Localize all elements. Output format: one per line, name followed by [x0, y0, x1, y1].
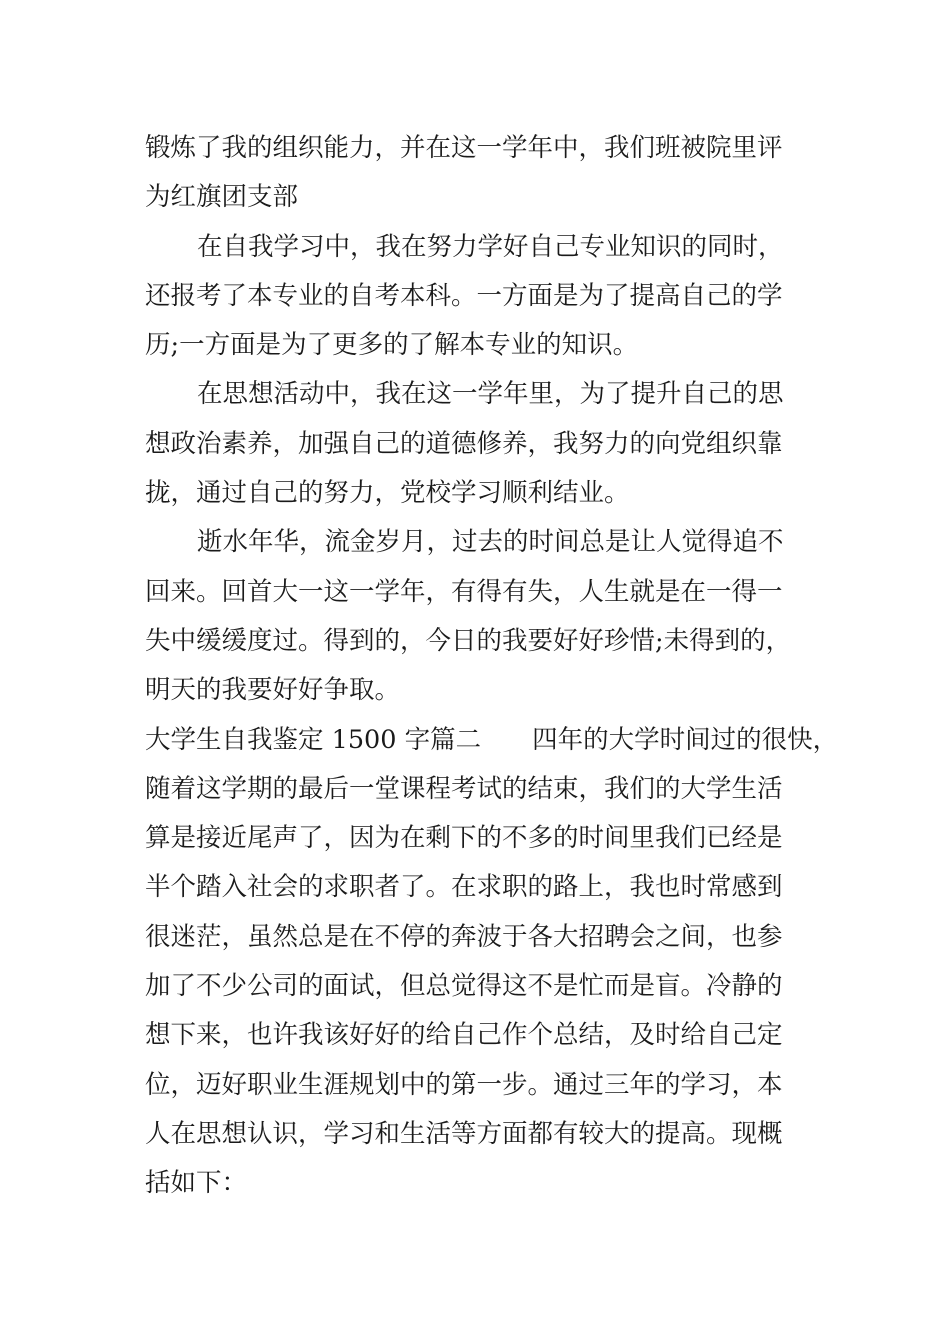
text-line: 想政治素养，加强自己的道德修养，我努力的向党组织靠 [145, 428, 783, 459]
paragraph-first-line: 逝水年华，流金岁月，过去的时间总是让人觉得追不 [197, 527, 784, 558]
text-line: 算是接近尾声了，因为在剩下的不多的时间里我们已经是 [145, 823, 783, 854]
text-line: 锻炼了我的组织能力，并在这一学年中，我们班被院里评 [145, 133, 783, 163]
section-heading-line: 大学生自我鉴定 1500 字篇二 四年的大学时间过的很快， [145, 724, 839, 755]
text-line: 明天的我要好好争取。 [145, 675, 401, 706]
text-line: 位，迈好职业生涯规划中的第一步。通过三年的学习，本 [145, 1069, 783, 1100]
paragraph-first-line: 在思想活动中，我在这一学年里，为了提升自己的思 [197, 379, 784, 410]
text-line: 很迷茫，虽然总是在不停的奔波于各大招聘会之间，也参 [145, 921, 783, 952]
text-line: 历;一方面是为了更多的了解本专业的知识。 [145, 330, 639, 361]
text-line: 括如下： [145, 1168, 248, 1199]
text-line: 人在思想认识，学习和生活等方面都有较大的提高。现概 [145, 1118, 783, 1149]
text-line: 想下来，也许我该好好的给自己作个总结，及时给自己定 [145, 1020, 783, 1051]
text-line: 拢，通过自己的努力，党校学习顺利结业。 [145, 478, 630, 509]
text-line: 随着这学期的最后一堂课程考试的结束，我们的大学生活 [145, 773, 783, 804]
text-line: 还报考了本专业的自考本科。一方面是为了提高自己的学 [145, 280, 783, 311]
text-line: 回来。回首大一这一学年，有得有失，人生就是在一得一 [145, 576, 783, 607]
paragraph-first-line: 在自我学习中，我在努力学好自己专业知识的同时， [197, 231, 784, 262]
text-line: 加了不少公司的面试，但总觉得这不是忙而是盲。冷静的 [145, 971, 783, 1002]
text-line: 失中缓缓度过。得到的，今日的我要好好珍惜;未得到的， [145, 625, 792, 656]
document-body [145, 124, 839, 1209]
text-line: 为红旗团支部 [145, 182, 299, 213]
text-line: 半个踏入社会的求职者了。在求职的路上，我也时常感到 [145, 872, 783, 903]
